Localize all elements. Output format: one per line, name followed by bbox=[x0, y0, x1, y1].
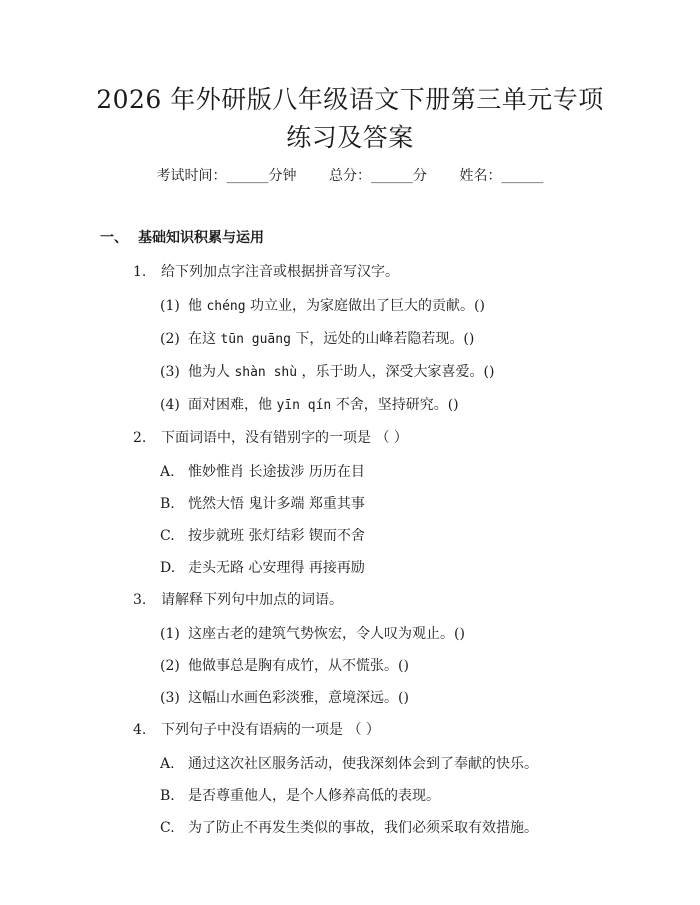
item-text-pre: 面对困难，他 bbox=[188, 397, 277, 413]
option-letter: D. bbox=[160, 560, 176, 576]
option-letter: A. bbox=[160, 464, 175, 480]
q1-item-1 bbox=[160, 296, 485, 317]
q3-item-1 bbox=[160, 624, 465, 644]
q1-item-2 bbox=[160, 329, 474, 350]
document-title-line2: 练习及答案 bbox=[286, 123, 414, 152]
question-text: 给下列加点字注音或根据拼音写汉字。 bbox=[161, 264, 399, 280]
option-text: 走头无路 心安理得 再接再励 bbox=[188, 560, 365, 576]
question-number: 2. bbox=[133, 430, 147, 446]
item-text-pre: 他 bbox=[188, 298, 207, 314]
q3-item-3 bbox=[160, 688, 409, 708]
question-text: 请解释下列句中加点的词语。 bbox=[161, 592, 343, 608]
option-text: 为了防止不再发生类似的事故，我们必须采取有效措施。 bbox=[188, 820, 538, 836]
option-letter: C. bbox=[160, 528, 175, 544]
item-pinyin: yīn qín bbox=[276, 398, 332, 413]
item-number: (4) bbox=[160, 397, 180, 413]
q4-option-c bbox=[160, 818, 538, 838]
question-1 bbox=[133, 262, 399, 282]
item-number: (1) bbox=[160, 298, 180, 314]
question-3 bbox=[133, 590, 343, 610]
q3-item-2 bbox=[160, 656, 409, 676]
option-text: 按步就班 张灯结彩 锲而不舍 bbox=[188, 528, 365, 544]
q4-option-a bbox=[160, 754, 538, 774]
item-pinyin: shàn shù bbox=[234, 365, 298, 380]
q2-option-b bbox=[160, 494, 365, 514]
item-text-pre: 在这 bbox=[188, 331, 221, 347]
question-4 bbox=[133, 720, 380, 740]
section-number: 一、 bbox=[100, 230, 128, 246]
q4-option-b bbox=[160, 786, 440, 806]
exam-time-field: 考试时间：______分钟 bbox=[156, 168, 297, 184]
item-number: (2) bbox=[160, 331, 180, 347]
section-title: 基础知识积累与运用 bbox=[138, 230, 264, 246]
option-letter: B. bbox=[160, 496, 175, 512]
q2-option-c bbox=[160, 526, 365, 546]
q2-option-d bbox=[160, 558, 365, 578]
question-2 bbox=[133, 428, 408, 448]
item-text-post: 功立业，为家庭做出了巨大的贡献。() bbox=[245, 298, 485, 314]
option-text: 通过这次社区服务活动，使我深刻体会到了奉献的快乐。 bbox=[188, 756, 538, 772]
option-text: 恍然大悟 鬼计多端 郑重其事 bbox=[188, 496, 365, 512]
q2-option-a bbox=[160, 462, 365, 482]
item-pinyin: chéng bbox=[206, 299, 246, 314]
exam-score-field: 总分：______分 bbox=[329, 168, 427, 184]
item-number: (1) bbox=[160, 626, 180, 642]
q1-item-3 bbox=[160, 362, 494, 383]
item-number: (3) bbox=[160, 690, 180, 706]
q1-item-4 bbox=[160, 395, 459, 416]
question-number: 3. bbox=[133, 592, 147, 608]
item-number: (2) bbox=[160, 658, 180, 674]
question-text: 下面词语中，没有错别字的一项是 （ ） bbox=[161, 430, 408, 446]
item-number: (3) bbox=[160, 364, 180, 380]
exam-info bbox=[0, 166, 700, 186]
item-text: 这座古老的建筑气势恢宏，令人叹为观止。() bbox=[188, 626, 465, 642]
item-pinyin: tūn guāng bbox=[220, 332, 291, 347]
option-letter: C. bbox=[160, 820, 175, 836]
option-text: 惟妙惟肖 长途拔涉 历历在目 bbox=[188, 464, 365, 480]
item-text: 他做事总是胸有成竹，从不慌张。() bbox=[188, 658, 409, 674]
question-number: 1. bbox=[133, 264, 147, 280]
item-text-pre: 他为人 bbox=[188, 364, 235, 380]
item-text: 这幅山水画色彩淡雅，意境深远。() bbox=[188, 690, 409, 706]
option-letter: A. bbox=[160, 756, 175, 772]
question-text: 下列句子中没有语病的一项是 （ ） bbox=[161, 722, 380, 738]
section-heading bbox=[100, 228, 264, 248]
item-text-post: 下，远处的山峰若隐若现。() bbox=[290, 331, 475, 347]
document-title-line1: 2026 年外研版八年级语文下册第三单元专项 bbox=[96, 85, 604, 114]
question-number: 4. bbox=[133, 722, 147, 738]
option-letter: B. bbox=[160, 788, 175, 804]
exam-name-field: 姓名：______ bbox=[459, 168, 544, 184]
option-text: 是否尊重他人，是个人修养高低的表现。 bbox=[188, 788, 440, 804]
item-text-post: 不舍，坚持研究。() bbox=[331, 397, 459, 413]
item-text-post: ，乐于助人，深受大家喜爱。() bbox=[297, 364, 495, 380]
